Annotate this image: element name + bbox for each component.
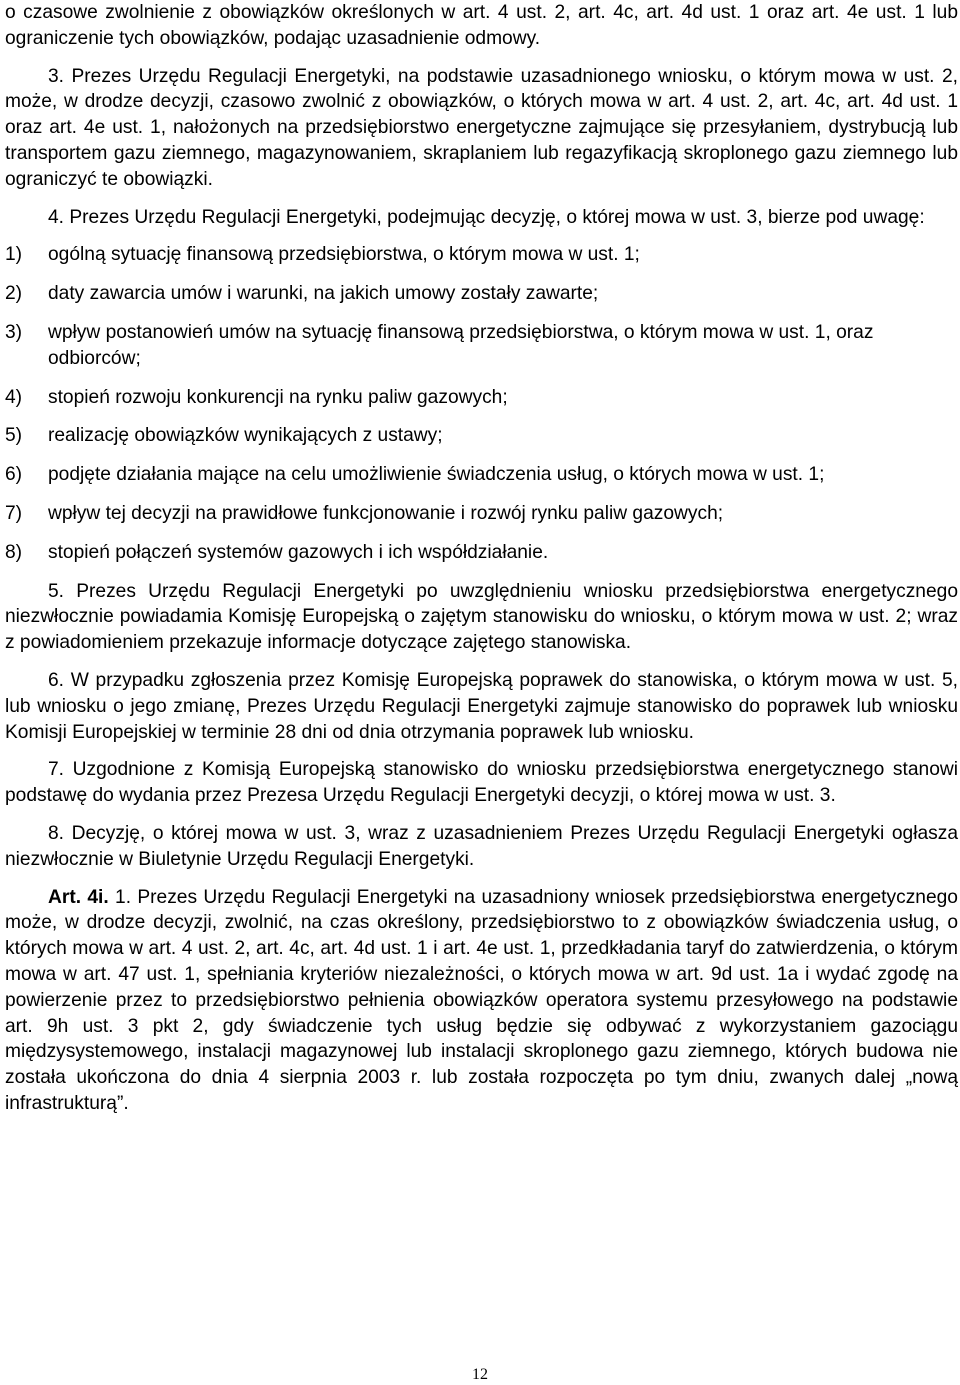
list-item-text: podjęte działania mające na celu umożliwienie świadczenia usług, o których mowa w ust. 1; xyxy=(48,464,825,486)
list-item-text: ogólną sytuację finansową przedsiębiorstwa, o którym mowa w ust. 1; xyxy=(48,244,640,266)
paragraph-6: 6. W przypadku zgłoszenia przez Komisję Europejską poprawek do stanowiska, o którym mowa w ust. 5, lub wniosku o jego zmianę, Prezes Urzędu Regulacji Energetyki zajmuje stanowisko do poprawek lub wniosku Komisji Europejskiej w terminie 28 dni od dnia otrzymania poprawek lub wniosku. xyxy=(5,669,958,743)
paragraph-continuation: o czasowe zwolnienie z obowiązków określonych w art. 4 ust. 2, art. 4c, art. 4d ust. 1 oraz art. 4e ust. 1 lub ograniczenie tych obowiązków, podając uzasadnienie odmowy. xyxy=(5,2,958,49)
paragraph-5: 5. Prezes Urzędu Regulacji Energetyki po uwzględnieniu wniosku przedsiębiorstwa energetycznego niezwłocznie powiadamia Komisję Europejską o zajętym stanowisku do wniosku, o którym mowa w ust. 2; wraz z powiadomieniem przekazuje informacje dotyczące zajętego stanowiska. xyxy=(5,580,958,654)
list-item-text: stopień rozwoju konkurencji na rynku paliw gazowych; xyxy=(48,386,508,408)
list-item-number: 6) xyxy=(5,464,23,486)
list-item xyxy=(5,385,958,411)
list-item-number: 3) xyxy=(5,321,23,343)
list-item-number: 8) xyxy=(5,541,23,563)
list-item xyxy=(5,320,958,372)
list-item xyxy=(5,540,958,566)
article-4i-paragraph xyxy=(5,885,958,1117)
list-item-number: 2) xyxy=(5,283,23,305)
list-item-text: daty zawarcia umów i warunki, na jakich umowy zostały zawarte; xyxy=(48,283,599,305)
page-number: 12 xyxy=(472,1366,488,1383)
article-text: 1. Prezes Urzędu Regulacji Energetyki na uzasadniony wniosek przedsiębiorstwa energetycznego może, w drodze decyzji, zwolnić, na czas określony, przedsiębiorstwo to z obowiązków świadczenia usług, o których mowa w art. 4 ust. 2, art. 4c, art. 4d ust. 1 i art. 4e ust. 1, przedkładania taryf do zatwierdzenia, o którym mowa w art. 47 ust. 1, spełniania kryteriów niezależności, o których mowa w art. 9d ust. 1a i wydać zgodę na powierzenie przez to przedsiębiorstwo pełnienia obowiązków operatora systemu przesyłowego na podstawie art. 9h ust. 3 pkt 2, gdy świadczenie tych usług będzie się odbywać z wykorzystaniem gazociągu międzysystemowego, instalacji magazynowej lub instalacji skroplonego gazu ziemnego, których budowa nie została ukończona do dnia 4 sierpnia 2003 r. lub została rozpoczęta po tym dniu, zwanych dalej „nową infrastrukturą”. xyxy=(5,886,958,1114)
paragraph-8: 8. Decyzję, o której mowa w ust. 3, wraz z uzasadnieniem Prezes Urzędu Regulacji Energetyki ogłasza niezwłocznie w Biuletynie Urzędu Regulacji Energetyki. xyxy=(5,822,958,870)
paragraph-7: 7. Uzgodnione z Komisją Europejską stanowisko do wniosku przedsiębiorstwa energetycznego stanowi podstawę do wydania przez Prezesa Urzędu Regulacji Energetyki decyzji, o której mowa w ust. 3. xyxy=(5,759,958,807)
list-item-text: wpływ postanowień umów na sytuację finansową przedsiębiorstwa, o którym mowa w ust. 1, oraz odbiorców; xyxy=(48,321,874,369)
list-item xyxy=(5,281,958,307)
list-item-number: 7) xyxy=(5,502,23,524)
list-item xyxy=(5,242,958,268)
list-item xyxy=(5,462,958,488)
list-item-number: 5) xyxy=(5,425,23,447)
list-item xyxy=(5,423,958,449)
list-item-number: 4) xyxy=(5,386,23,408)
list-item-text: realizację obowiązków wynikających z ustawy; xyxy=(48,425,443,447)
paragraph-3: 3. Prezes Urzędu Regulacji Energetyki, na podstawie uzasadnionego wniosku, o którym mowa w ust. 2, może, w drodze decyzji, czasowo zwolnić z obowiązków, o których mowa w art. 4 ust. 2, art. 4c, art. 4d ust. 1 oraz art. 4e ust. 1, nałożonych na przedsiębiorstwo energetyczne zajmujące się przesyłaniem, dystrybucją lub transportem gazu ziemnego, magazynowaniem, skraplaniem lub regazyfikacją skroplonego gazu ziemnego lub ograniczyć te obowiązki. xyxy=(5,65,958,190)
list-item-text: stopień połączeń systemów gazowych i ich współdziałanie. xyxy=(48,541,549,563)
list-item xyxy=(5,501,958,527)
article-label: Art. 4i. xyxy=(48,886,109,908)
document-page xyxy=(5,0,958,1117)
list-item-text: wpływ tej decyzji na prawidłowe funkcjonowanie i rozwój rynku paliw gazowych; xyxy=(48,502,724,524)
list-item-number: 1) xyxy=(5,244,23,266)
paragraph-4: 4. Prezes Urzędu Regulacji Energetyki, podejmując decyzję, o której mowa w ust. 3, bierze pod uwagę: xyxy=(48,206,925,228)
